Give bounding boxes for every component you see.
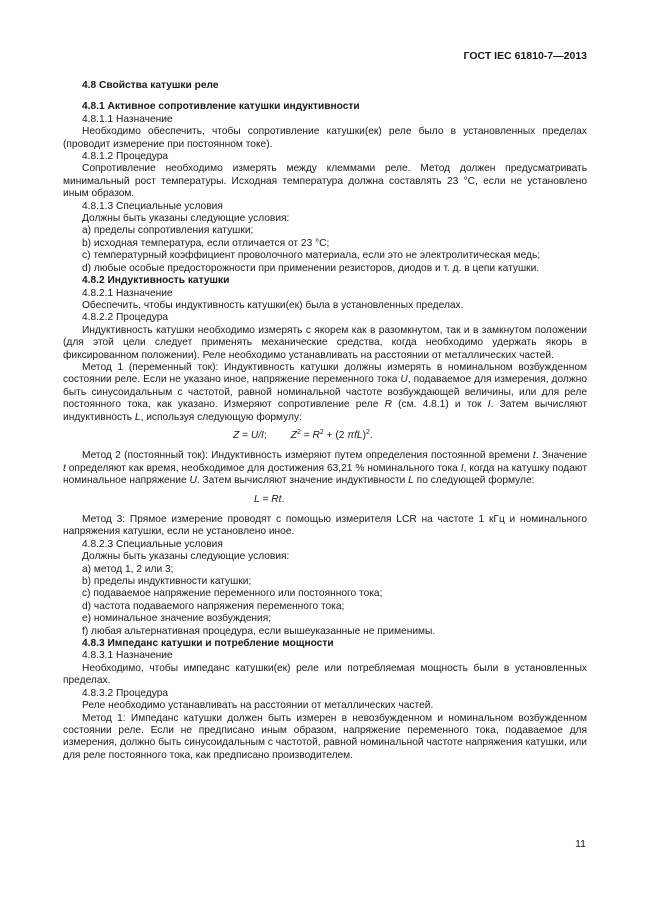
method-2-paragraph: Метод 2 (постоянный ток): Индуктивность измеряют путем определения постоянной времени t. Значение t определяют как время, необходимое для достижения 63,21 % номинального тока I, когда на катушку подают номинальное напряжение U. Затем вычисляют значение индуктивности L по следующей формуле: xyxy=(63,450,587,487)
list-item: f) любая альтернативная процедура, если вышеуказанные не применимы. xyxy=(82,625,436,637)
impedance-formula: Z = U/I; $Z^2 = R^2 + (2$ πfL)$^2$. xyxy=(233,428,373,441)
clause-title: 4.8.2.2 Процедура xyxy=(82,312,169,324)
paragraph: Необходимо обеспечить, чтобы сопротивление катушки(ек) реле было в установленных пределах (проводит измерение при постоянном токе). xyxy=(63,126,587,150)
clause-title: 4.8.1.1 Назначение xyxy=(82,113,173,125)
subsection-heading: 4.8.3 Импеданс катушки и потребление мощности xyxy=(82,638,334,650)
subsection-heading: 4.8.1 Активное сопротивление катушки индуктивности xyxy=(82,101,360,113)
paragraph: Метод 1: Импеданс катушки должен быть измерен в невозбужденном и номинальном возбужденном состоянии реле. Если не предписано иным образом, напряжение переменного тока, подаваемое для измерения, должно быть синусоидальным с частотой, равной номинальной частоте напряжения катушки, или для реле постоянного тока, как предписано производителем. xyxy=(63,712,587,761)
list-item: e) номинальное значение возбуждения; xyxy=(82,613,272,625)
document-header: ГОСТ IEC 61810-7—2013 xyxy=(463,50,587,62)
paragraph: Обеспечить, чтобы индуктивность катушки(ек) была в установленных пределах. xyxy=(82,299,464,311)
inductance-formula: L = Rt. xyxy=(254,493,285,505)
paragraph: Реле необходимо устанавливать на расстоянии от металлических частей. xyxy=(82,700,434,712)
list-item: b) пределы индуктивности катушки; xyxy=(82,576,252,588)
paragraph: Должны быть указаны следующие условия: xyxy=(82,551,290,563)
paragraph: Необходимо, чтобы импеданс катушки(ек) реле или потребляемая мощность были в установленных пределах. xyxy=(63,662,587,687)
paragraph: Индуктивность катушки необходимо измерять с якорем как в разомкнутом, так и в замкнутом положении (для этой цели следует применять механические средства, когда необходимо удержать якорь в фиксированном положении). Реле необходимо устанавливать на расстоянии от металлических частей. xyxy=(63,324,587,361)
section-heading: 4.8 Свойства катушки реле xyxy=(82,80,219,91)
list-item: a) пределы сопротивления катушки; xyxy=(82,225,254,237)
list-item: b) исходная температура, если отличается от 23 °С; xyxy=(82,237,330,249)
paragraph: Должны быть указаны следующие условия: xyxy=(82,213,290,225)
clause-title: 4.8.1.2 Процедура xyxy=(82,151,169,163)
list-item: d) любые особые предосторожности при применении резисторов, диодов и т. д. в цепи катушки. xyxy=(82,262,540,274)
subsection-heading: 4.8.2 Индуктивность катушки xyxy=(82,275,230,287)
method-1-paragraph: Метод 1 (переменный ток): Индуктивность катушки должны измерять в номинальном возбужденном состоянии реле. Если не указано иное, напряжение переменного тока U, подаваемое для измерения, должно быть синусоидальным с частотой, равной номинальной частоте возбуждающей величины, или для реле постоянного тока, как указано. Измеряют сопротивление реле R (см. 4.8.1) и ток I. Затем вычисляют индуктивность L, используя следующую формулу: xyxy=(63,361,587,423)
clause-title: 4.8.3.2 Процедура xyxy=(82,687,169,699)
page-number: 11 xyxy=(575,838,586,850)
list-item: c) подаваемое напряжение переменного или постоянного тока; xyxy=(82,588,383,600)
clause-title: 4.8.3.1 Назначение xyxy=(82,650,173,662)
clause-title: 4.8.2.3 Специальные условия xyxy=(82,538,223,550)
page-body xyxy=(63,80,587,762)
list-item: d) частота подаваемого напряжения переменного тока; xyxy=(82,600,345,612)
paragraph: Сопротивление необходимо измерять между клеммами реле. Метод должен предусматривать минимальный рост температуры. Исходная температура должна составлять 23 °С, если не установлено иным образом. xyxy=(63,163,587,200)
list-item: c) температурный коэффициент проволочного материала, если это не электролитическая медь; xyxy=(82,250,541,262)
method-3-paragraph: Метод 3: Прямое измерение проводят с помощью измерителя LCR на частоте 1 кГц и номинального напряжения катушки, если не установлено иное. xyxy=(63,514,587,538)
clause-title: 4.8.2.1 Назначение xyxy=(82,287,173,299)
clause-title: 4.8.1.3 Специальные условия xyxy=(82,200,223,212)
list-item: а) метод 1, 2 или 3; xyxy=(82,563,174,575)
